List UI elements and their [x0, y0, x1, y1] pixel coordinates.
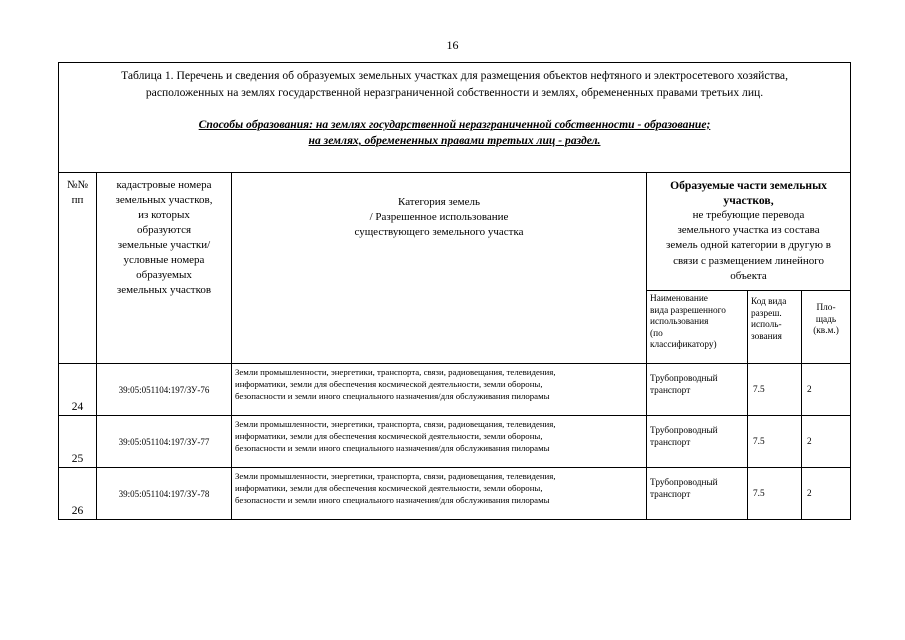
methods-line-1: Способы образования: на землях государственной неразграниченной собственности - образование;: [198, 118, 711, 131]
page-number: 16: [446, 38, 459, 52]
type-line: Трубопроводный: [650, 426, 718, 436]
header-line: образуемых: [136, 269, 192, 281]
header-line: (по: [650, 328, 663, 339]
header-line: связи с размещением линейного: [673, 254, 824, 267]
header-line: разреш.: [751, 308, 782, 319]
header-line: исполь-: [751, 320, 782, 331]
use-code: 7.5: [748, 364, 802, 416]
subheader-area: [802, 291, 851, 364]
header-parts: [647, 173, 851, 291]
type-line: транспорт: [650, 490, 691, 500]
category-line: Земли промышленности, энергетики, транспорта, связи, радиовещания, телевидения,: [235, 419, 556, 429]
header-line: земельного участка из состава: [677, 224, 820, 237]
header-line: образуются: [136, 224, 192, 236]
category-line: безопасности и земли иного специального назначения/для обслуживания пилорамы: [235, 391, 550, 401]
header-line: / Разрешенное использование: [369, 211, 509, 223]
header-number: [59, 173, 97, 364]
header-category: [232, 173, 647, 364]
header-line: кадастровые номера: [116, 179, 212, 191]
row-number: 24: [59, 364, 97, 416]
type-line: Трубопроводный: [650, 374, 718, 384]
category-line: Земли промышленности, энергетики, транспорта, связи, радиовещания, телевидения,: [235, 367, 556, 377]
formation-methods: [65, 117, 844, 149]
header-line: земель одной категории в другую в: [666, 239, 831, 252]
header-line: Наименование: [650, 294, 708, 304]
header-line: использования: [650, 317, 709, 328]
category-line: информатики, земли для обеспечения космической деятельности, земли обороны,: [235, 483, 543, 493]
header-line: земельных участков: [116, 284, 212, 296]
header-line: из которых: [138, 209, 190, 221]
row-number: 26: [59, 468, 97, 520]
use-code: 7.5: [748, 416, 802, 468]
use-type: [647, 364, 748, 416]
header-line: зования: [751, 331, 782, 342]
area-value: 2: [802, 468, 851, 520]
header-line: пп: [71, 194, 84, 206]
header-line: щадь: [815, 314, 837, 325]
header-cadastral: [97, 173, 232, 364]
header-line: (кв.м.): [813, 326, 839, 337]
row-number: 25: [59, 416, 97, 468]
type-line: транспорт: [650, 438, 691, 448]
type-line: Трубопроводный: [650, 478, 718, 488]
header-line: земельных участков,: [115, 194, 213, 206]
header-line: условные номера: [123, 254, 205, 266]
cadastral-number: 39:05:051104:197/ЗУ-77: [97, 416, 232, 468]
header-line: участков,: [723, 194, 774, 207]
use-code: 7.5: [748, 468, 802, 520]
land-category: [232, 416, 647, 468]
use-type: [647, 468, 748, 520]
methods-line-2: на землях, обремененных правами третьих лиц - раздел.: [308, 134, 601, 147]
header-line: вида разрешенного: [650, 305, 726, 316]
header-parts-title: [647, 178, 850, 208]
table-caption: [59, 63, 851, 173]
header-line: Образуемые части земельных: [670, 179, 827, 192]
header-line: №№: [67, 179, 88, 191]
category-line: информатики, земли для обеспечения космической деятельности, земли обороны,: [235, 379, 543, 389]
area-value: 2: [802, 364, 851, 416]
category-line: информатики, земли для обеспечения космической деятельности, земли обороны,: [235, 431, 543, 441]
header-line: Пло-: [816, 303, 836, 313]
header-parts-description: [647, 208, 850, 284]
header-line: объекта: [730, 269, 767, 282]
caption-line-1: Таблица 1. Перечень и сведения об образуемых земельных участках для размещения объектов нефтяного и электросетевого хозяйства,: [121, 69, 788, 82]
subheader-use-type: [647, 291, 748, 364]
land-category: [232, 364, 647, 416]
header-line: классификатору): [650, 340, 717, 351]
category-line: безопасности и земли иного специального назначения/для обслуживания пилорамы: [235, 495, 550, 505]
cadastral-number: 39:05:051104:197/ЗУ-78: [97, 468, 232, 520]
table-row: [59, 468, 851, 520]
table-row: [59, 364, 851, 416]
table-row: [59, 416, 851, 468]
header-line: земельные участки/: [117, 239, 211, 251]
header-line: Код вида: [751, 297, 787, 307]
header-line: Категория земель: [398, 196, 480, 208]
category-line: безопасности и земли иного специального назначения/для обслуживания пилорамы: [235, 443, 550, 453]
use-type: [647, 416, 748, 468]
land-plots-table: [58, 62, 851, 520]
header-line: существующего земельного участка: [354, 226, 524, 238]
caption-line-2: расположенных на землях государственной неразграниченной собственности и землях, обремененных правами третьих лиц.: [145, 86, 764, 99]
cadastral-number: 39:05:051104:197/ЗУ-76: [97, 364, 232, 416]
area-value: 2: [802, 416, 851, 468]
type-line: транспорт: [650, 386, 691, 396]
category-line: Земли промышленности, энергетики, транспорта, связи, радиовещания, телевидения,: [235, 471, 556, 481]
header-line: не требующие перевода: [692, 209, 805, 221]
subheader-use-code: [748, 291, 802, 364]
land-category: [232, 468, 647, 520]
